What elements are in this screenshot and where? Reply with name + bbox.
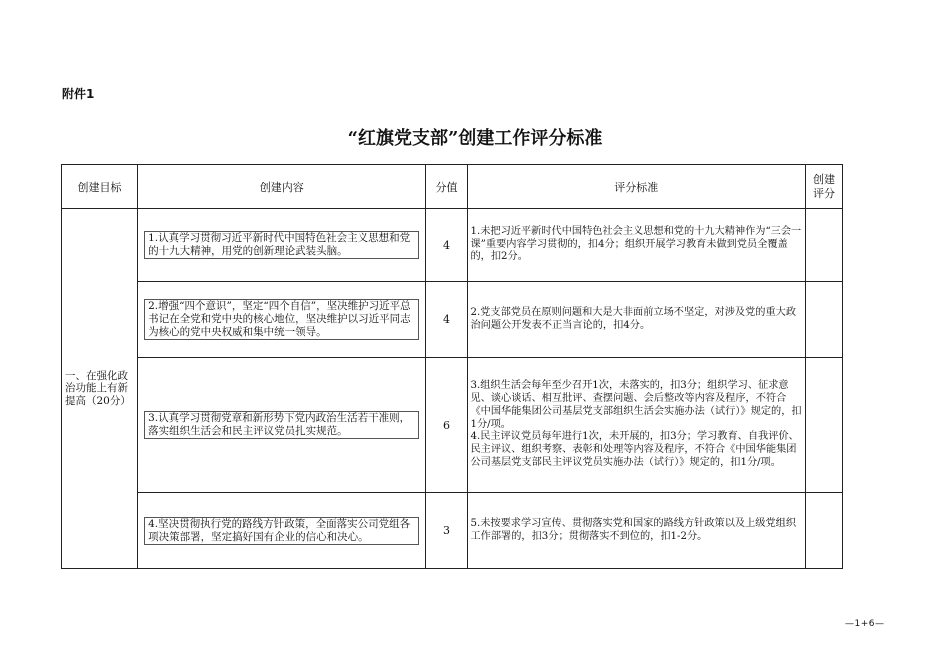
self-score-cell: [805, 358, 842, 493]
attachment-label: 附件1: [62, 87, 95, 101]
criteria-cell: [467, 358, 805, 493]
header-criteria: 评分标准: [467, 165, 805, 209]
self-score-cell: [805, 282, 842, 358]
goal-text: 一、在强化政治功能上有新提高（20分）: [65, 369, 131, 407]
content-text: 3.认真学习贯彻党章和新形势下党内政治生活若干准则，落实组织生活会和民主评议党员扎实规范。: [144, 411, 419, 439]
self-score-cell: [805, 209, 842, 282]
criteria-cell: [467, 209, 805, 282]
header-content: 创建内容: [138, 165, 426, 209]
criteria-cell: [467, 493, 805, 569]
criteria-text: 2.党支部党员在原则问题和大是大非面前立场不坚定，对涉及党的重大政治问题公开发表不正当言论的，扣4分。: [470, 306, 797, 331]
table-row: [62, 358, 843, 493]
header-self-score: [805, 165, 842, 209]
criteria-text: 5.未按要求学习宣传、贯彻落实党和国家的路线方针政策以及上级党组织工作部署的，扣3分；贯彻落实不到位的，扣1-2分。: [470, 517, 797, 542]
header-goal: 创建目标: [62, 165, 138, 209]
content-cell: [138, 282, 426, 358]
content-text: 1.认真学习贯彻习近平新时代中国特色社会主义思想和党的十九大精神，用党的创新理论武装头脑。: [144, 231, 419, 259]
score-cell: 3: [426, 493, 467, 569]
content-cell: [138, 209, 426, 282]
goal-cell: [62, 209, 138, 569]
header-self-score-line2: 评分: [812, 186, 835, 200]
table-row: [62, 493, 843, 569]
document-title: “红旗党支部”创建工作评分标准: [347, 128, 603, 149]
criteria-text: 1.未把习近平新时代中国特色社会主义思想和党的十九大精神作为“三会一课”重要内容学习贯彻的，扣4分；组织开展学习教育未做到党员全覆盖的，扣2分。: [470, 225, 802, 263]
table-row: [62, 282, 843, 358]
content-cell: [138, 493, 426, 569]
score-cell: 4: [426, 282, 467, 358]
header-self-score-line1: 创建: [812, 172, 835, 186]
criteria-cell: [467, 282, 805, 358]
score-cell: 6: [426, 358, 467, 493]
page-number: —1+6—: [845, 619, 885, 629]
table-header-row: [62, 165, 843, 209]
score-cell: 4: [426, 209, 467, 282]
header-score: 分值: [426, 165, 467, 209]
table-row: [62, 209, 843, 282]
content-text: 4.坚决贯彻执行党的路线方针政策，全面落实公司党组各项决策部署，坚定搞好国有企业的信心和决心。: [144, 517, 419, 545]
criteria-text-a: 3.组织生活会每年至少召开1次，未落实的，扣3分；组织学习、征求意见、谈心谈话、相互批评、查摆问题、会后整改等内容及程序，不符合《中国华能集团公司基层党支部组织生活会实施办法（试行）》规定的，扣1分/项。: [470, 380, 802, 430]
self-score-cell: [805, 493, 842, 569]
scoring-table: [61, 164, 843, 569]
criteria-text-b: 4.民主评议党员每年进行1次，未开展的，扣3分；学习教育、自我评价、民主评议、组织考察、表彰和处理等内容及程序，不符合《中国华能集团公司基层党支部民主评议党员实施办法（试行）》规定的，扣1分/项。: [470, 431, 799, 468]
content-text: 2.增强“四个意识”，坚定“四个自信”，坚决维护习近平总书记在全党和党中央的核心地位，坚决维护以习近平同志为核心的党中央权威和集中统一领导。: [144, 299, 419, 340]
content-cell: [138, 358, 426, 493]
